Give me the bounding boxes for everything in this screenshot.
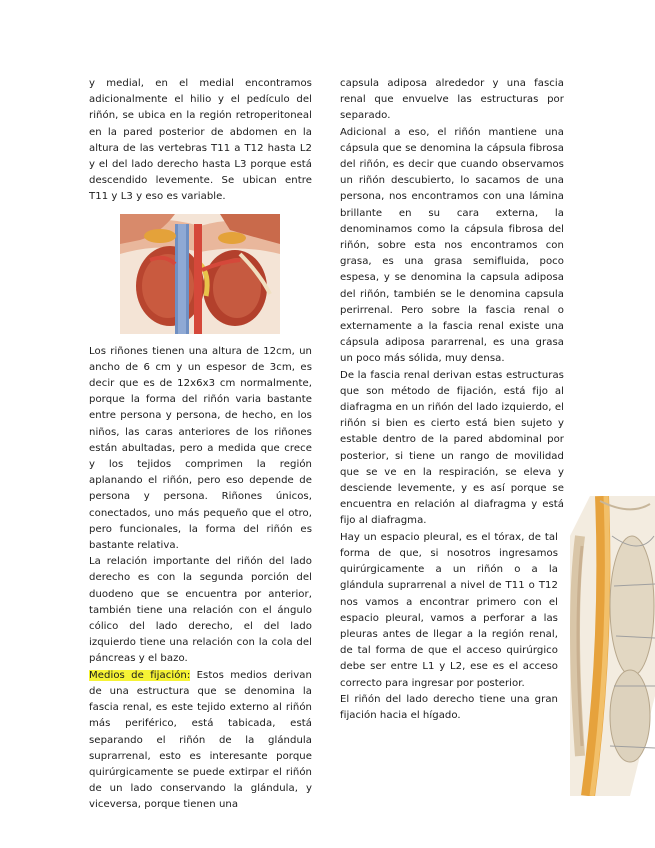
paragraph-liver-fixation: El riñón del lado derecho tiene una gran fijación hacia el hígado. bbox=[340, 693, 558, 721]
kidney-illustration bbox=[120, 214, 280, 334]
paragraph-diaphragm-fixation: De la fascia renal derivan estas estructuras que son método de fijación, está fijo al diafragma en un riñón del lado izquierdo, el riñón si bien es cierto está bien sujeto y estable dentro de la pared abdominal por posterior, si tiene un rango de movilidad que se ve en la respiración, se eleva y desciende levemente, y es así porque se encuentra en relación al diafragma y está fijo al diafragma. bbox=[340, 369, 564, 527]
paragraph-kidney-relations: La relación importante del riñón del lado derecho es con la segunda porción del duodeno que se encuentra por anterior, también tiene una relación con el ángulo cólico del lado derecho, el del lado izquierdo tiene una relación con la cola del páncreas y el bazo. bbox=[89, 556, 312, 665]
paragraph-fixation-means bbox=[89, 668, 312, 814]
right-text-column bbox=[340, 76, 564, 724]
paragraph-kidney-dimensions: Los riñones tienen una altura de 12cm, un ancho de 6 cm y un espesor de 3cm, es decir que es de 12x6x3 cm normalmente, porque la forma del riñón varia bastante entre persona y persona, de hecho, en los niños, las caras anteriores de los riñones están abultadas, pero a medida que crece y los tejidos comprimen la región aplanando el riñón, pero eso depende de persona y persona. Riñones únicos, conectados, uno más pequeño que el otro, pero funcionales, la forma del riñón es bastante relativa. bbox=[89, 345, 312, 552]
left-text-column bbox=[89, 76, 312, 814]
paragraph-kidney-location: y medial, en el medial encontramos adicionalmente el hilio y el pedículo del riñón, se ubica en la región retroperitoneal en la pared posterior de abdomen en la altura de las vertebras T11 a T12 hasta L2 y el del lado derecho hasta L3 porque está descendido levemente. Se ubican entre T11 y L3 y eso es variable. bbox=[89, 78, 312, 203]
paragraph-fixation-text: Estos medios derivan de una estructura que se denomina la fascia renal, es este tejido externo al riñón más periférico, está tabicada, está separando el riñón de la glándula suprarrenal, esto es interesante porque quirúrgicamente se puede extirpar el riñón de un lado conservando la glándula, y viceversa, porque tienen una bbox=[89, 669, 312, 811]
paragraph-pleural-space: Hay un espacio pleural, es el tórax, de tal forma de que, si nosotros ingresamos quirúrgicamente a un riñón o a la glándula suprarrenal a nivel de T11 o T12 nos vamos a encontrar primero con el espacio pleural, vamos a perforar a las pleuras antes de llegar a la región renal, de tal forma de que el acceso quirúrgico debe ser entre L1 y L2, ese es el acceso correcto para ingresar por posterior. bbox=[340, 531, 558, 689]
paragraph-fibrous-capsule: Adicional a eso, el riñón mantiene una cápsula que se denomina la cápsula fibrosa del riñón, es decir que cuando observamos un riñón descubierto, lo sacamos de una persona, nos encontramos con una lámina brillante en su cara externa, la denominamos como la cápsula fibrosa del riñón, sobre esta nos encontramos con grasa, es una grasa semifluida, poco espesa, y se denomina la capsula adiposa del riñón, también se le denomina capsula perirrenal. Pero sobre la fascia renal o externamente a la fascia renal existe una cápsula adiposa pararrenal, es una grasa un poco más sólida, muy densa. bbox=[340, 126, 564, 365]
highlighted-heading: Medios de fijación: bbox=[89, 669, 191, 681]
paragraph-adipose-capsule: capsula adiposa alrededor y una fascia renal que envuelve las estructuras por separado. bbox=[340, 78, 564, 122]
anatomical-section-illustration bbox=[570, 496, 655, 796]
